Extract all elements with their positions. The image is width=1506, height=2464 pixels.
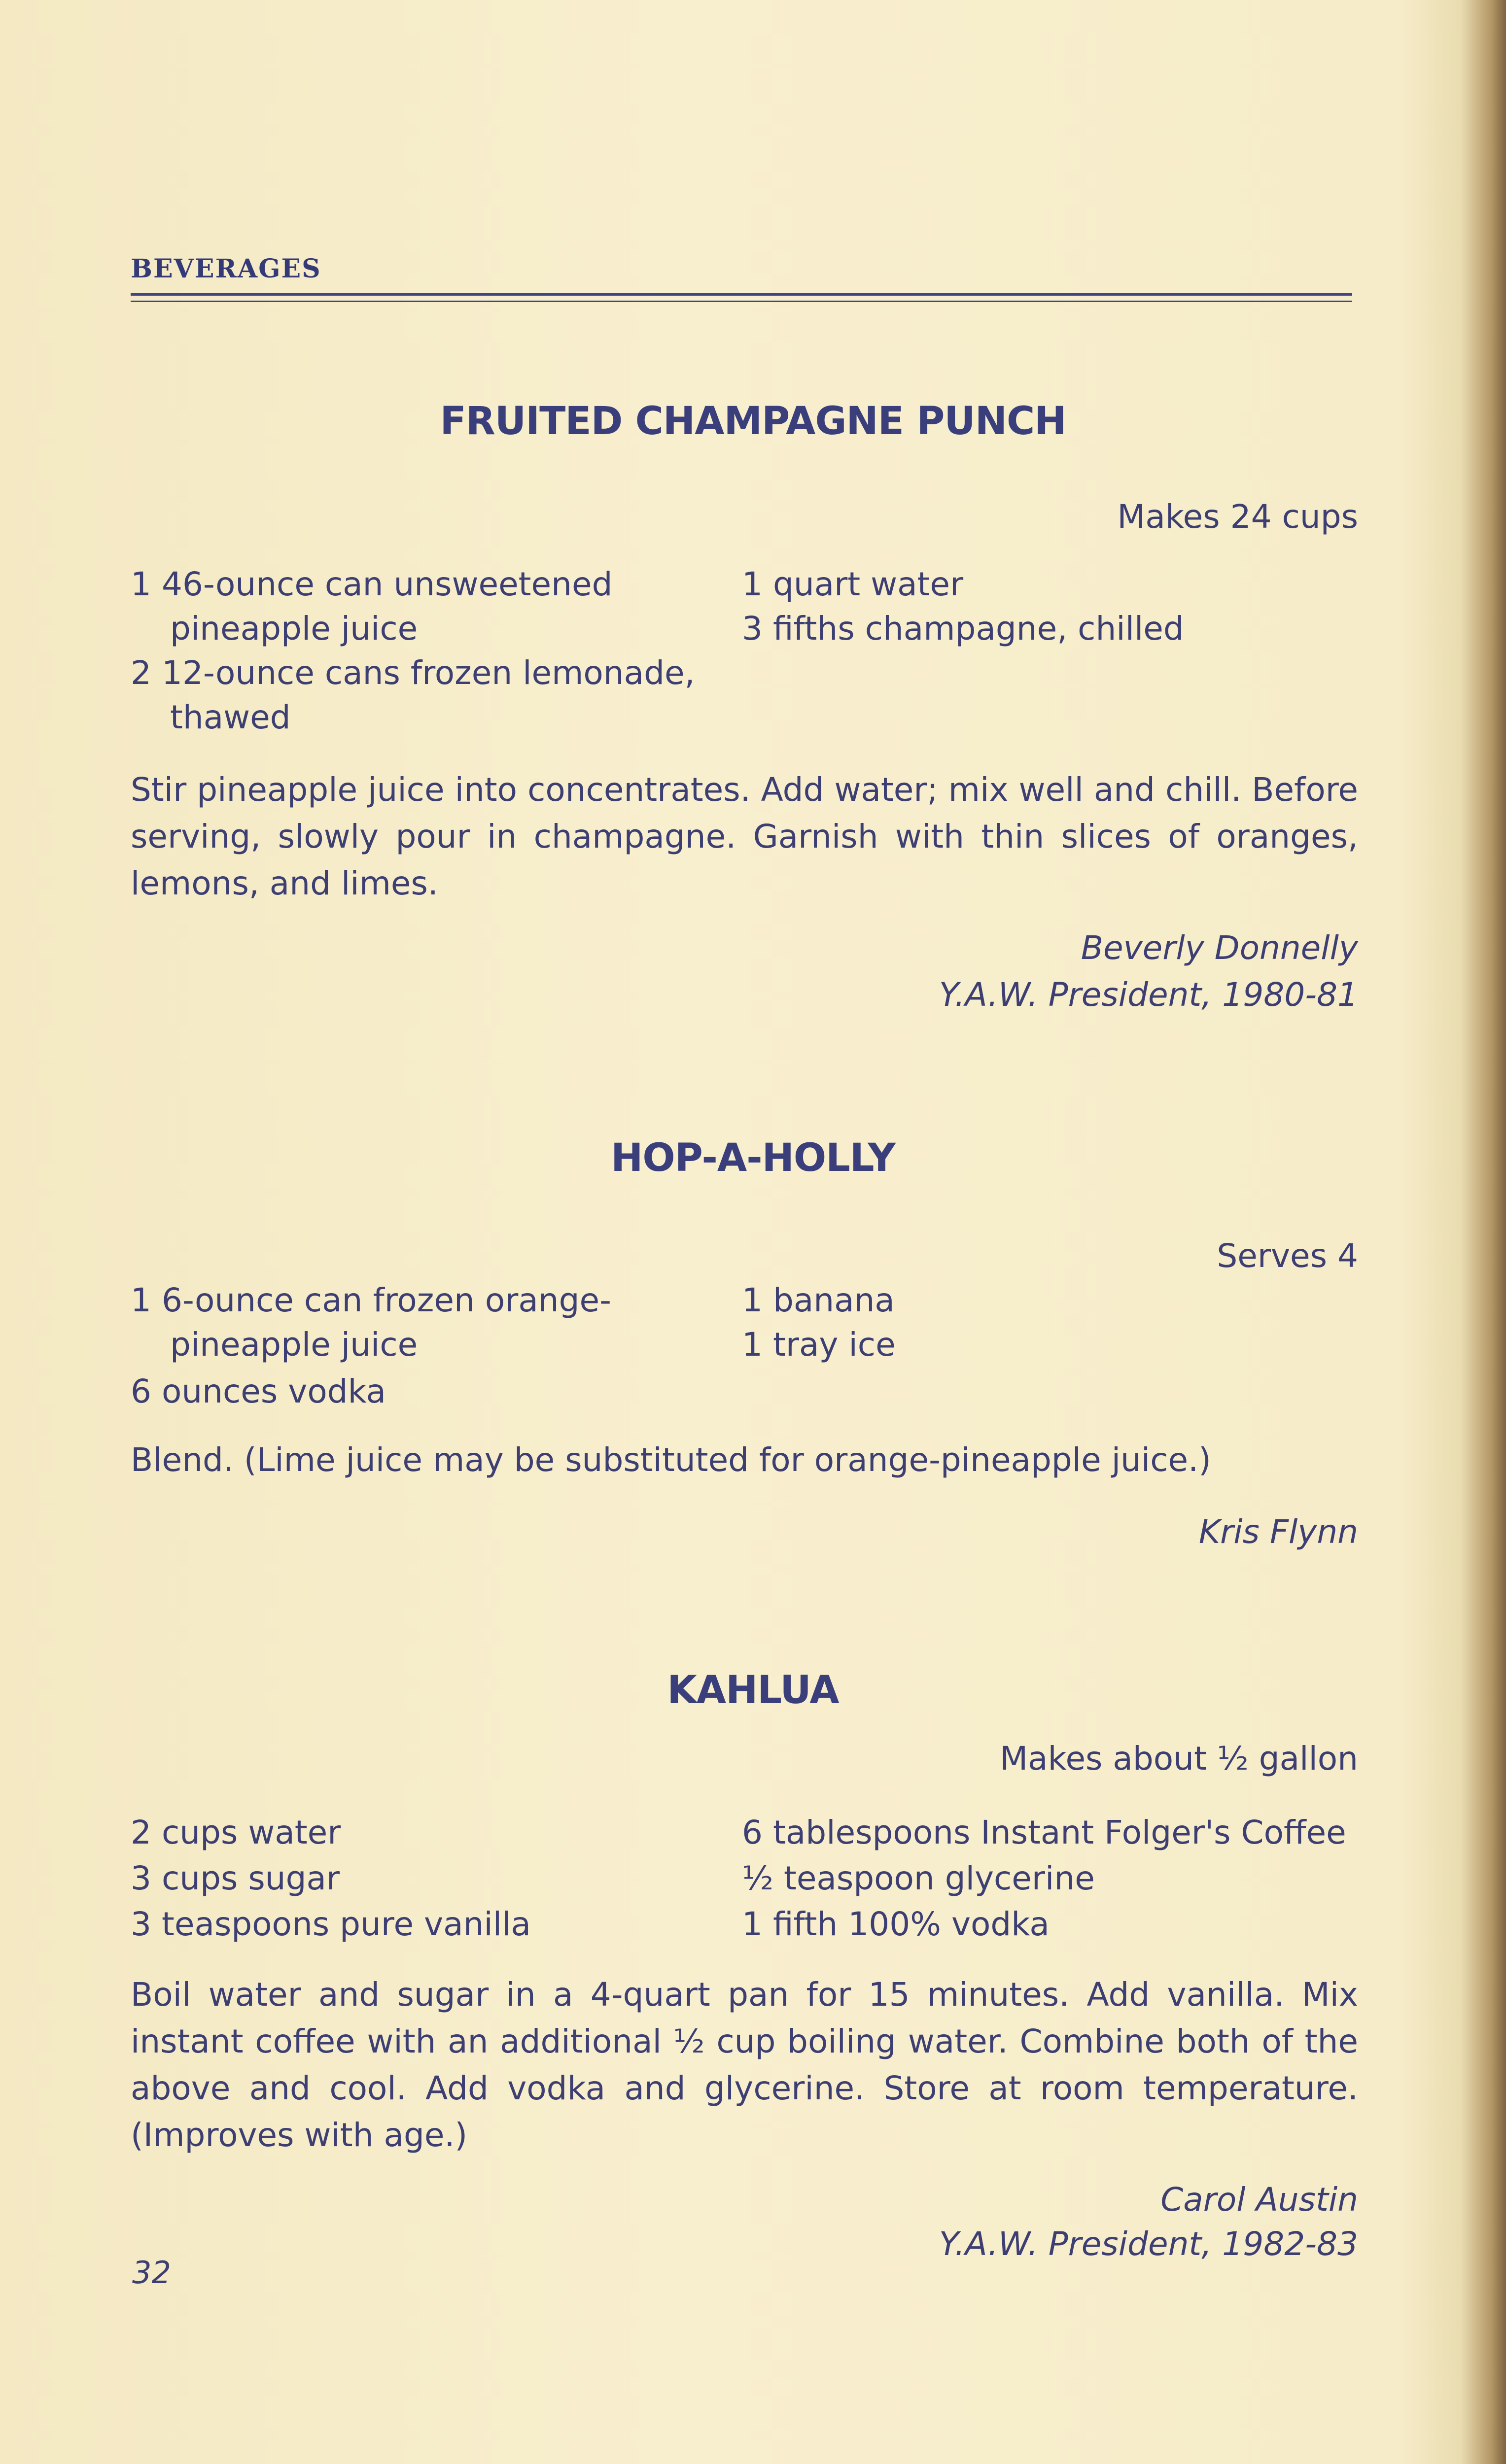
section-header: BEVERAGES: [131, 254, 321, 284]
recipe-directions: Blend. (Lime juice may be substituted for orange-pineapple juice.): [131, 1441, 1211, 1479]
recipe-title-fruited-champagne-punch: FRUITED CHAMPAGNE PUNCH: [440, 399, 1066, 444]
recipe-title-kahlua: KAHLUA: [667, 1668, 839, 1712]
ingredient-line: 1 46-ounce can unsweetened: [131, 565, 613, 603]
ingredient-line: 3 teaspoons pure vanilla: [131, 1905, 531, 1943]
recipe-yield: Makes 24 cups: [1117, 498, 1358, 536]
recipe-directions: Boil water and sugar in a 4-quart pan for 15 minutes. Add vanilla. Mix instant coffee with an additional ½ cup boiling water. Combine both of the above and cool. Add vodka and glycerine. Store at room temperature. (Improves with age.): [131, 1976, 1358, 2154]
recipe-yield: Serves 4: [1217, 1237, 1358, 1275]
page-number: 32: [132, 2255, 171, 2291]
ingredient-line: pineapple juice: [170, 610, 418, 648]
recipe-title-hop-a-holly: HOP-A-HOLLY: [611, 1136, 895, 1180]
ingredient-line: 3 cups sugar: [131, 1859, 340, 1897]
recipe-author: Carol Austin: [1160, 2181, 1358, 2219]
recipe-author-title: Y.A.W. President, 1982-83: [939, 2225, 1358, 2263]
ingredient-line: 6 ounces vodka: [131, 1372, 386, 1410]
recipe-author-title: Y.A.W. President, 1980-81: [939, 976, 1358, 1014]
header-rule-thick: [131, 293, 1352, 296]
ingredient-line: pineapple juice: [170, 1326, 418, 1364]
ingredient-line: ½ teaspoon glycerine: [742, 1859, 1095, 1897]
recipe-yield: Makes about ½ gallon: [1000, 1740, 1358, 1778]
ingredient-line: 6 tablespoons Instant Folger's Coffee: [742, 1814, 1346, 1851]
ingredient-line: 2 cups water: [131, 1814, 341, 1851]
ingredient-line: 1 banana: [742, 1281, 895, 1319]
recipe-directions: Stir pineapple juice into concentrates. Add water; mix well and chill. Before serving, slowly pour in champagne. Garnish with thin slices of oranges, lemons, and limes.: [131, 771, 1358, 902]
ingredient-line: 1 quart water: [742, 565, 964, 603]
header-rule-thin: [131, 301, 1352, 302]
ingredient-line: 3 fifths champagne, chilled: [742, 610, 1184, 648]
recipe-author: Kris Flynn: [1198, 1513, 1358, 1551]
ingredient-line: 1 6-ounce can frozen orange-: [131, 1281, 611, 1319]
ingredient-line: thawed: [170, 698, 291, 736]
ingredient-line: 1 tray ice: [742, 1326, 896, 1364]
ingredient-line: 1 fifth 100% vodka: [742, 1905, 1050, 1943]
recipe-author: Beverly Donnelly: [1081, 929, 1358, 967]
ingredient-line: 2 12-ounce cans frozen lemonade,: [131, 654, 695, 692]
